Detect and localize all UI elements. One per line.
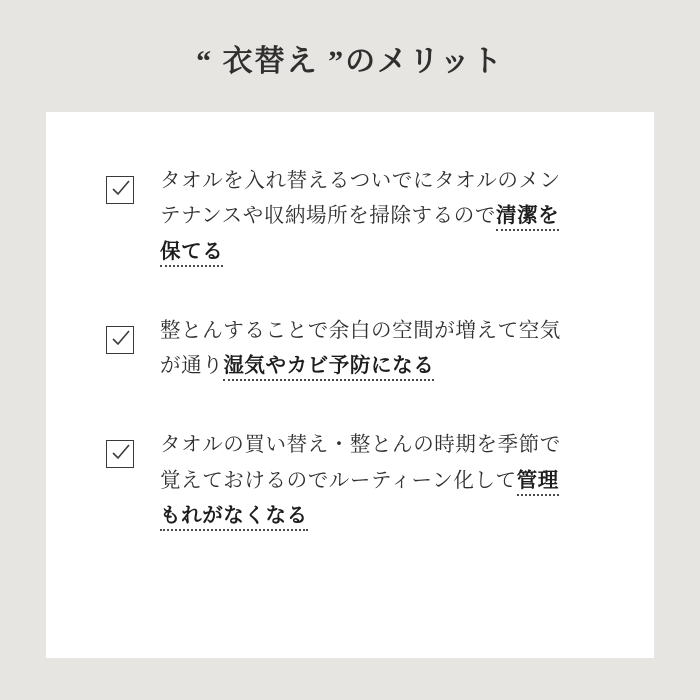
list-item-lead: 整とんすることで余白の空間が増えて空気が通り	[160, 319, 561, 377]
list-item-emphasis: 管理もれがなくなる	[160, 470, 559, 531]
list-item-lead: タオルの買い替え・整とんの時期を季節で覚えておけるのでルーティーン化して	[160, 434, 561, 492]
list-item	[106, 428, 606, 534]
list-item-emphasis: 清潔を保てる	[160, 205, 559, 266]
checkbox-checked-icon	[106, 440, 134, 468]
benefits-list	[106, 164, 606, 534]
list-item	[106, 164, 606, 270]
list-item	[106, 314, 606, 385]
checkbox-checked-icon	[106, 176, 134, 204]
page-title: “ 衣替え ”のメリット	[196, 45, 504, 78]
content-card	[46, 112, 654, 658]
list-item-text	[160, 164, 570, 270]
list-item-text	[160, 428, 570, 534]
list-item-text	[160, 314, 570, 385]
list-item-lead: タオルを入れ替えるついでにタオルのメンテナンスや収納場所を掃除するので	[160, 170, 561, 228]
checkbox-checked-icon	[106, 326, 134, 354]
list-item-emphasis: 湿気やカビ予防になる	[223, 355, 434, 381]
